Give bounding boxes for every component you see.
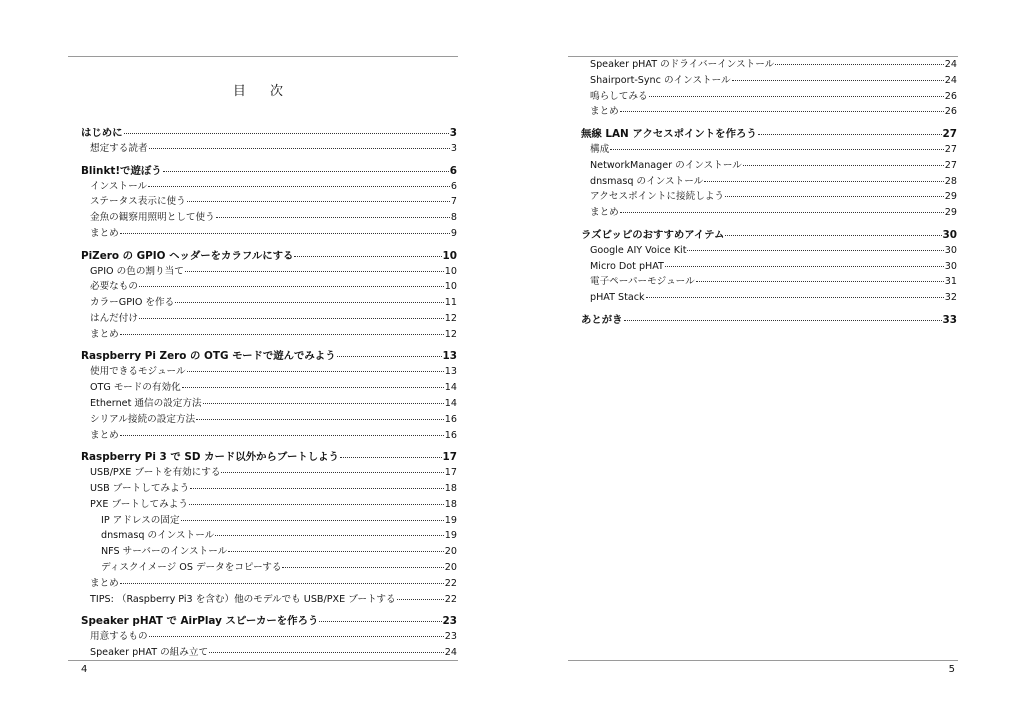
right-page: [568, 0, 958, 724]
toc-entry-page: 14: [444, 382, 457, 394]
toc-entry-page: 14: [444, 397, 457, 409]
toc-section-entry: [81, 465, 457, 481]
toc-leader-dots: [189, 504, 444, 505]
toc-entry-label: pHAT Stack: [590, 292, 645, 304]
toc-leader-dots: [148, 186, 450, 187]
toc-entry-page: 13: [444, 366, 457, 378]
toc-chapter-entry: [81, 125, 457, 141]
toc-entry-page: 17: [444, 467, 457, 479]
page-number-right: 5: [948, 664, 955, 675]
toc-entry-label: 使用できるモジュール: [90, 366, 186, 378]
toc-entry-label: GPIO の色の割り当て: [90, 265, 184, 277]
toc-entry-page: 20: [444, 546, 457, 558]
page-number-left: 4: [81, 664, 88, 675]
toc-entry-label: 構成: [590, 143, 610, 155]
toc-entry-label: dnsmasq のインストール: [101, 530, 215, 542]
toc-leader-dots: [732, 80, 944, 81]
toc-entry-label: アクセスポイントに接続しよう: [590, 191, 725, 203]
toc-section-entry: [81, 141, 457, 157]
toc-entry-page: 31: [944, 276, 957, 288]
toc-entry-label: 金魚の観察用照明として使う: [90, 212, 215, 224]
toc-entry-label: シリアル接続の設定方法: [90, 413, 196, 425]
toc-entry-page: 27: [942, 127, 957, 140]
toc-section-entry: [81, 645, 457, 661]
toc-entry-page: 3: [449, 127, 457, 139]
toc-leader-dots: [624, 320, 942, 321]
toc-entry-page: 18: [444, 498, 457, 510]
toc-leader-dots: [725, 235, 941, 236]
toc-entry-label: Speaker pHAT で AirPlay スピーカーを作ろう: [81, 615, 319, 628]
toc-entry-label: まとめ: [90, 577, 119, 589]
toc-entry-page: 7: [450, 196, 457, 208]
toc-entry-label: 想定する読者: [90, 143, 148, 154]
toc-entry-label: IP アドレスの固定: [101, 514, 180, 526]
toc-entry-page: 23: [442, 615, 457, 628]
toc-leader-dots: [665, 266, 944, 267]
toc-leader-dots: [337, 356, 442, 357]
toc-leader-dots: [175, 302, 444, 303]
toc-leader-dots: [120, 233, 450, 234]
toc-entry-label: まとめ: [590, 106, 619, 118]
toc-entry-label: Blinkt!で遊ぼう: [81, 164, 162, 177]
toc-chapter-entry: [581, 227, 957, 243]
toc-entry-label: 用意するもの: [90, 631, 148, 643]
toc-section-entry: [581, 57, 957, 73]
toc-entry-page: 12: [444, 312, 457, 324]
toc-leader-dots: [649, 96, 944, 97]
toc-entry-page: 10: [442, 249, 457, 262]
toc-section-entry: [581, 274, 957, 290]
toc-section-entry: [581, 174, 957, 190]
toc-entry-page: 27: [944, 143, 957, 155]
toc-entry-page: 22: [444, 593, 457, 605]
toc-entry-label: PXE ブートしてみよう: [90, 498, 188, 510]
toc-entry-label: はじめに: [81, 127, 123, 139]
toc-entry-label: Google AIY Voice Kit: [590, 244, 687, 256]
toc-entry-page: 3: [450, 143, 457, 154]
toc-leader-dots: [221, 472, 443, 473]
toc-section-entry: [81, 544, 457, 560]
toc-leader-dots: [185, 271, 444, 272]
toc-entry-page: 9: [450, 227, 457, 239]
toc-leader-dots: [319, 621, 441, 622]
toc-leader-dots: [187, 201, 450, 202]
toc-section-entry: [581, 142, 957, 158]
toc-section-entry: [81, 210, 457, 226]
toc-entry-label: USB/PXE ブートを有効にする: [90, 467, 221, 479]
toc-entry-label: はんだ付け: [90, 312, 138, 324]
toc-entry-page: 30: [944, 260, 957, 272]
toc-leader-dots: [294, 256, 441, 257]
toc-section-entry: [581, 158, 957, 174]
toc-section-entry: [581, 73, 957, 89]
left-page: [68, 0, 458, 724]
toc-entry-page: 26: [944, 90, 957, 102]
toc-section-entry: [81, 264, 457, 280]
toc-entry-page: 11: [444, 297, 457, 309]
toc-section-entry: [81, 592, 457, 608]
toc-entry-label: Micro Dot pHAT: [590, 260, 664, 272]
toc-entry-page: 27: [944, 159, 957, 171]
toc-leader-dots: [620, 212, 944, 213]
toc-entry-page: 23: [444, 631, 457, 643]
toc-leader-dots: [181, 520, 444, 521]
toc-leader-dots: [182, 387, 444, 388]
toc-section-entry: [581, 205, 957, 221]
toc-leader-dots: [215, 535, 444, 536]
toc-section-entry: [81, 295, 457, 311]
toc-entry-label: インストール: [90, 180, 148, 192]
toc-chapter-entry: [81, 613, 457, 629]
toc-entry-page: 12: [444, 328, 457, 340]
toc-leader-dots: [120, 583, 444, 584]
toc-section-entry: [81, 576, 457, 592]
toc-entry-page: 29: [944, 207, 957, 219]
toc-section-entry: [581, 104, 957, 120]
toc-entry-page: 24: [944, 74, 957, 86]
toc-entry-page: 10: [444, 281, 457, 293]
toc-entry-page: 30: [944, 244, 957, 256]
toc-entry-page: 19: [444, 530, 457, 542]
toc-entry-page: 24: [444, 646, 457, 658]
toc-entry-page: 28: [944, 175, 957, 187]
toc-entry-label: PiZero の GPIO ヘッダーをカラフルにする: [81, 249, 294, 262]
toc-entry-page: 26: [944, 106, 957, 118]
toc-leader-dots: [775, 64, 944, 65]
toc-chapter-entry: [81, 163, 457, 179]
toc-entry-page: 20: [444, 561, 457, 573]
toc-entry-label: まとめ: [90, 429, 119, 441]
toc-title: 目 次: [232, 84, 294, 99]
toc-section-entry: [581, 259, 957, 275]
toc-entry-label: 無線 LAN アクセスポイントを作ろう: [581, 127, 757, 140]
toc-leader-dots: [758, 134, 942, 135]
toc-entry-label: TIPS: （Raspberry Pi3 を含む）他のモデルでも USB/PXE ブートする: [90, 593, 396, 605]
toc-section-entry: [81, 481, 457, 497]
toc-section-entry: [581, 189, 957, 205]
toc-entry-label: あとがき: [581, 313, 623, 326]
bottom-rule: [68, 660, 458, 661]
toc-entry-page: 33: [942, 313, 957, 326]
toc-entry-label: まとめ: [90, 227, 119, 239]
toc-leader-dots: [696, 281, 944, 282]
toc-entry-page: 18: [444, 482, 457, 494]
top-rule: [68, 56, 458, 57]
toc-leader-dots: [120, 435, 444, 436]
toc-entry-page: 24: [944, 59, 957, 70]
toc-section-entry: [81, 194, 457, 210]
toc-list-left: [81, 125, 457, 661]
toc-chapter-entry: [81, 348, 457, 364]
toc-chapter-entry: [81, 248, 457, 264]
toc-leader-dots: [203, 403, 444, 404]
toc-chapter-entry: [581, 126, 957, 142]
toc-section-entry: [81, 364, 457, 380]
toc-leader-dots: [646, 297, 944, 298]
toc-section-entry: [581, 243, 957, 259]
toc-section-entry: [81, 396, 457, 412]
toc-leader-dots: [149, 636, 444, 637]
toc-leader-dots: [149, 148, 450, 149]
toc-leader-dots: [163, 171, 449, 172]
toc-leader-dots: [139, 286, 444, 287]
toc-entry-label: 必要なもの: [90, 281, 138, 293]
toc-section-entry: [81, 497, 457, 513]
toc-leader-dots: [610, 149, 944, 150]
toc-entry-page: 6: [450, 180, 457, 192]
toc-section-entry: [81, 513, 457, 529]
toc-leader-dots: [340, 457, 442, 458]
toc-section-entry: [81, 311, 457, 327]
toc-section-entry: [581, 89, 957, 105]
toc-entry-label: Ethernet 通信の設定方法: [90, 397, 202, 409]
toc-section-entry: [81, 528, 457, 544]
toc-entry-page: 29: [944, 191, 957, 203]
toc-leader-dots: [196, 419, 444, 420]
toc-entry-page: 8: [450, 212, 457, 224]
toc-leader-dots: [282, 567, 443, 568]
toc-leader-dots: [139, 318, 444, 319]
toc-leader-dots: [187, 371, 444, 372]
toc-section-entry: [81, 179, 457, 195]
toc-leader-dots: [620, 111, 944, 112]
toc-entry-label: OTG モードの有効化: [90, 382, 181, 394]
toc-section-entry: [81, 629, 457, 645]
toc-chapter-entry: [581, 312, 957, 328]
toc-section-entry: [81, 428, 457, 444]
toc-entry-label: Raspberry Pi 3 で SD カード以外からブートしよう: [81, 451, 339, 464]
toc-entry-label: NFS サーバーのインストール: [101, 546, 228, 558]
toc-entry-page: 16: [444, 429, 457, 441]
toc-entry-label: 電子ペーパーモジュール: [590, 276, 695, 288]
toc-section-entry: [81, 380, 457, 396]
toc-leader-dots: [216, 217, 450, 218]
toc-list-right: [581, 57, 957, 328]
toc-entry-label: Shairport-Sync のインストール: [590, 74, 731, 86]
toc-section-entry: [581, 290, 957, 306]
toc-entry-label: dnsmasq のインストール: [590, 175, 704, 187]
toc-leader-dots: [397, 599, 444, 600]
toc-entry-label: NetworkManager のインストール: [590, 159, 742, 171]
toc-entry-label: まとめ: [590, 207, 619, 219]
toc-section-entry: [81, 412, 457, 428]
toc-leader-dots: [228, 551, 444, 552]
toc-leader-dots: [687, 250, 943, 251]
toc-entry-label: USB ブートしてみよう: [90, 482, 190, 494]
toc-section-entry: [81, 327, 457, 343]
toc-entry-page: 17: [442, 451, 457, 464]
toc-leader-dots: [209, 652, 444, 653]
toc-entry-page: 13: [442, 350, 457, 363]
toc-entry-label: ディスクイメージ OS データをコピーする: [101, 561, 282, 573]
toc-entry-page: 6: [449, 164, 457, 177]
toc-section-entry: [81, 279, 457, 295]
toc-entry-label: Speaker pHAT のドライバーインストール: [590, 59, 775, 70]
toc-leader-dots: [190, 488, 444, 489]
toc-entry-label: Speaker pHAT の組み立て: [90, 646, 209, 658]
toc-entry-label: 鳴らしてみる: [590, 90, 648, 102]
toc-entry-label: まとめ: [90, 328, 119, 340]
toc-section-entry: [81, 226, 457, 242]
toc-entry-page: 32: [944, 292, 957, 304]
toc-entry-label: ラズピッピのおすすめアイテム: [581, 228, 725, 241]
toc-entry-label: Raspberry Pi Zero の OTG モードで遊んでみよう: [81, 350, 336, 363]
toc-entry-page: 30: [942, 228, 957, 241]
toc-entry-page: 22: [444, 577, 457, 589]
toc-entry-label: カラーGPIO を作る: [90, 297, 175, 309]
bottom-rule: [568, 660, 958, 661]
toc-leader-dots: [704, 181, 944, 182]
toc-entry-label: ステータス表示に使う: [90, 196, 186, 208]
toc-leader-dots: [124, 133, 449, 134]
toc-chapter-entry: [81, 449, 457, 465]
toc-leader-dots: [725, 196, 944, 197]
toc-entry-page: 19: [444, 514, 457, 526]
toc-entry-page: 10: [444, 265, 457, 277]
toc-leader-dots: [120, 334, 444, 335]
toc-leader-dots: [743, 165, 944, 166]
toc-section-entry: [81, 560, 457, 576]
toc-entry-page: 16: [444, 413, 457, 425]
